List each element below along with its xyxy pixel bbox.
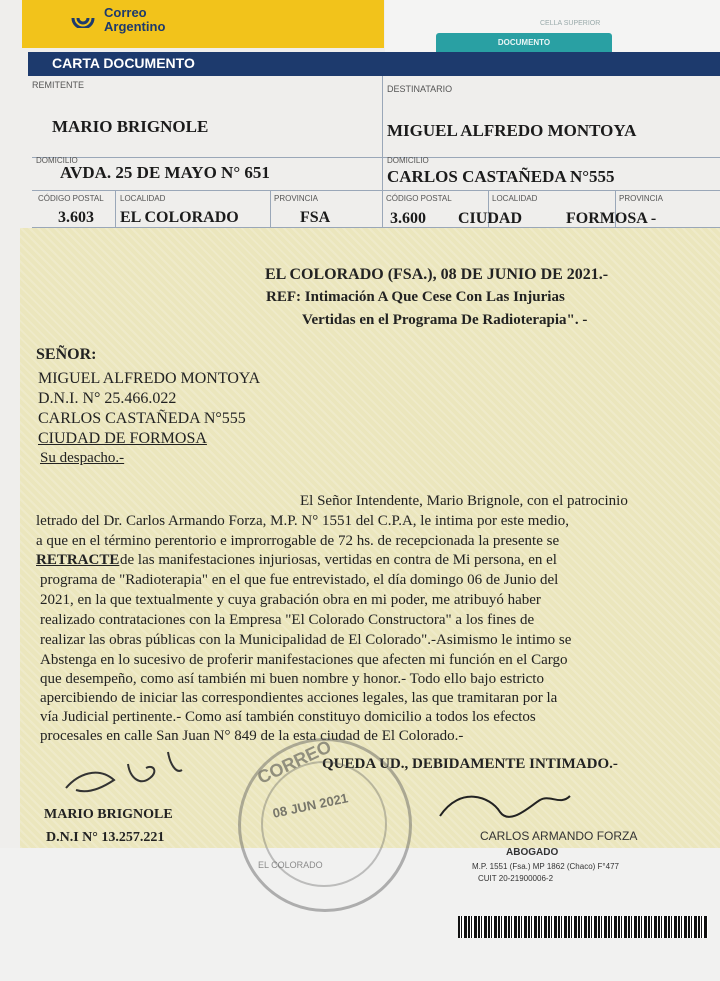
lawyer-name: CARLOS ARMANDO FORZA <box>480 829 638 843</box>
recipient-name: MIGUEL ALFREDO MONTOYA <box>387 121 637 140</box>
letter-ref-line2: Vertidas en el Programa De Radioterapia". - <box>302 312 588 328</box>
closing-line: QUEDA UD., DEBIDAMENTE INTIMADO.- <box>322 756 618 772</box>
recipient-domicilio-label: DOMICILIO <box>387 156 429 165</box>
signatory-dni: D.N.I N° 13.257.221 <box>46 830 165 845</box>
body-line: programa de "Radioterapia" en el que fue entrevistado, el día domingo 06 de Junio del <box>40 572 559 588</box>
letter-date: EL COLORADO (FSA.), 08 DE JUNIO DE 2021.- <box>265 266 609 283</box>
body-line: que desempeño, como así también mi buen nombre y honor.- Todo ello bajo estricto <box>40 671 544 687</box>
recipient-provincia: FORMOSA - <box>566 210 657 227</box>
sender-localidad: EL COLORADO <box>120 209 239 226</box>
stub-label: DOCUMENTO <box>497 38 551 47</box>
sender-name: MARIO BRIGNOLE <box>52 117 209 136</box>
sender-domicilio: AVDA. 25 DE MAYO N° 651 <box>60 163 270 182</box>
body-line: realizar las obras públicas con la Municipalidad de El Colorado".-Asimismo le intimo se <box>40 632 572 648</box>
address-name: MIGUEL ALFREDO MONTOYA <box>38 370 261 387</box>
barcode <box>458 916 708 938</box>
body-line: 2021, en la que textualmente y cuya grabación obra en mi poder, me atribuyó haber <box>40 592 541 608</box>
lawyer-cuit: CUIT 20-21900006-2 <box>478 874 554 883</box>
postmark-word: CORREO <box>254 736 335 788</box>
address-street: CARLOS CASTAÑEDA N°555 <box>38 410 246 427</box>
body-line: apercibiendo de iniciar las correspondientes acciones legales, las que tramitaran por la <box>40 690 558 706</box>
sender-provincia-label: PROVINCIA <box>274 194 319 203</box>
sender-provincia: FSA <box>300 209 331 226</box>
recipient-localidad-label: LOCALIDAD <box>492 194 538 203</box>
recipient-cp: 3.600 <box>390 210 426 227</box>
recipient-localidad: CIUDAD <box>458 210 522 227</box>
form-line <box>32 190 720 191</box>
salutation: SEÑOR: <box>36 346 97 363</box>
sender-cp: 3.603 <box>58 209 94 226</box>
body-line: Abstenga en lo sucesivo de proferir manifestaciones que afecten mi función en el Cargo <box>40 652 568 668</box>
body-line: letrado del Dr. Carlos Armando Forza, M.P. N° 1551 del C.P.A, le intima por este medio, <box>36 513 570 529</box>
sender-domicilio-label: DOMICILIO <box>36 156 78 165</box>
recipient-domicilio: CARLOS CASTAÑEDA N°555 <box>387 167 615 186</box>
recipient-provincia-label: PROVINCIA <box>619 194 664 203</box>
stub-caption: CELLA SUPERIOR <box>540 20 601 27</box>
address-despacho: Su despacho.- <box>40 450 125 466</box>
sender-label: REMITENTE <box>32 80 85 90</box>
logo-line1: Correo <box>104 5 147 20</box>
body-line: realizado contrataciones con la Empresa "El Colorado Constructora" a los fines de <box>40 612 535 628</box>
logo-band <box>22 0 384 48</box>
signatory-name: MARIO BRIGNOLE <box>44 807 173 822</box>
body-line: El Señor Intendente, Mario Brignole, con el patrocinio <box>300 493 628 509</box>
retracte-word: RETRACTE <box>36 552 120 568</box>
lawyer-title: ABOGADO <box>506 847 559 858</box>
sender-cp-label: CÓDIGO POSTAL <box>38 194 104 203</box>
form-divider <box>382 76 383 228</box>
form-divider <box>270 190 271 227</box>
form-line <box>32 157 720 158</box>
logo-text <box>104 6 165 34</box>
body-line: procesales en calle San Juan N° 849 de la esta ciudad de El Colorado.- <box>40 728 464 744</box>
correo-logo-icon <box>70 8 96 28</box>
signature-scribble <box>58 744 198 802</box>
recipient-label: DESTINATARIO <box>387 84 453 94</box>
recipient-cp-label: CÓDIGO POSTAL <box>386 194 452 203</box>
form-divider <box>115 190 116 227</box>
postmark-date: 08 JUN 2021 <box>271 790 350 821</box>
postmark-place: EL COLORADO <box>258 860 323 870</box>
body-line: de las manifestaciones injuriosas, vertidas en contra de Mi persona, en el <box>120 552 557 568</box>
document-title: CARTA DOCUMENTO <box>52 55 195 71</box>
address-city: CIUDAD DE FORMOSA <box>38 430 207 447</box>
logo-line2: Argentino <box>104 19 166 34</box>
body-line: a que en el término perentorio e improrrogable de 72 hs. de recepcionada la presente se <box>36 533 560 549</box>
title-band <box>28 52 720 76</box>
sender-localidad-label: LOCALIDAD <box>120 194 166 203</box>
body-line: vía Judicial pertinente.- Como así también constituyo domicilio a todos los efectos <box>40 709 536 725</box>
address-dni: D.N.I. N° 25.466.022 <box>38 390 177 407</box>
lawyer-registration: M.P. 1551 (Fsa.) MP 1862 (Chaco) F°477 <box>472 862 619 871</box>
letter-ref-line1: REF: Intimación A Que Cese Con Las Injurias <box>266 289 565 305</box>
